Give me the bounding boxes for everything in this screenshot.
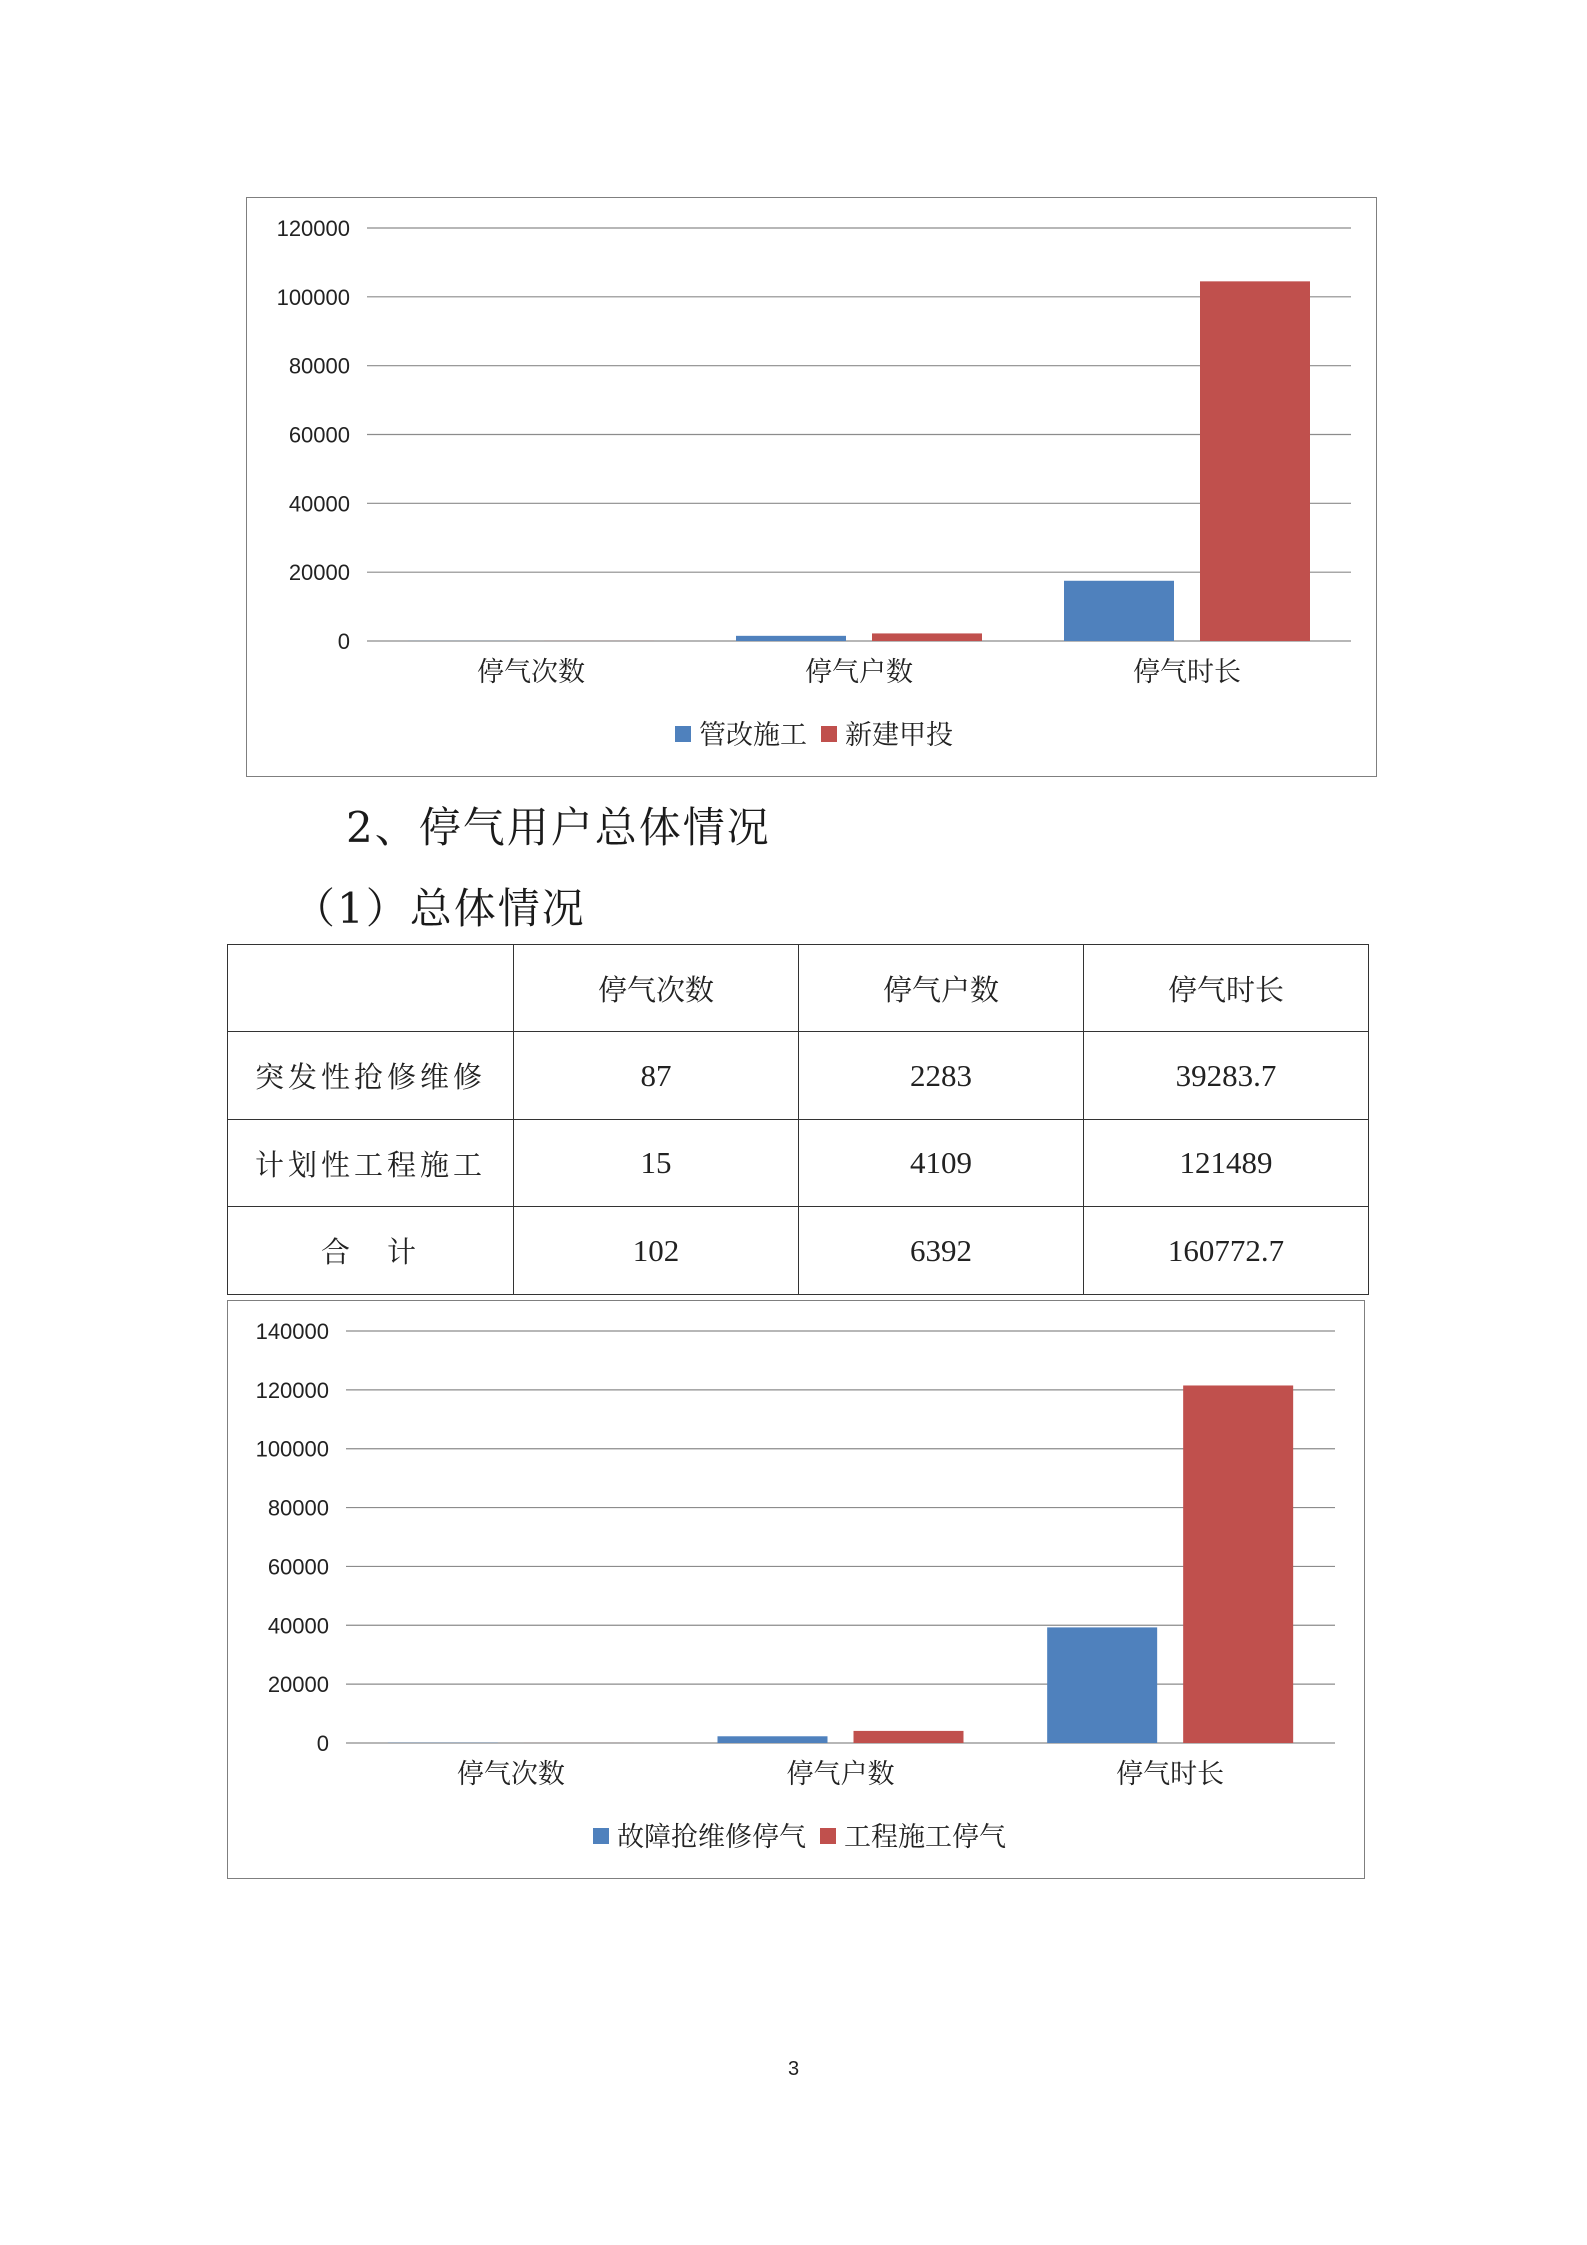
y-tick-label: 100000 (276, 284, 350, 310)
y-tick-label: 120000 (255, 1377, 329, 1403)
bar (736, 636, 846, 641)
table-header-cell: 停气次数 (514, 945, 799, 1032)
bar (854, 1731, 964, 1743)
y-tick-label: 40000 (288, 491, 350, 517)
legend-label: 故障抢维修停气 (617, 1822, 806, 1853)
legend-swatch (593, 1828, 609, 1844)
bar (872, 633, 982, 641)
table-header-cell: 停气时长 (1084, 945, 1369, 1032)
bar (1200, 281, 1310, 641)
summary-table (227, 944, 1369, 1295)
bar (718, 1736, 828, 1743)
chart-2 (227, 1300, 1365, 1879)
legend-label: 新建甲投 (845, 720, 953, 751)
chart-1 (246, 197, 1377, 777)
page-number: 3 (787, 2058, 800, 2080)
y-tick-label: 60000 (267, 1554, 329, 1580)
table-cell: 6392 (799, 1207, 1084, 1295)
legend-label: 工程施工停气 (844, 1822, 1006, 1853)
table-cell: 121489 (1084, 1120, 1369, 1207)
table-cell: 4109 (799, 1120, 1084, 1207)
y-tick-label: 40000 (267, 1613, 329, 1639)
y-tick-label: 80000 (288, 353, 350, 379)
legend-label: 管改施工 (699, 720, 807, 751)
y-tick-label: 20000 (288, 560, 350, 586)
x-category-label: 停气次数 (456, 1759, 565, 1790)
legend-swatch (820, 1828, 836, 1844)
table-cell: 39283.7 (1084, 1032, 1369, 1120)
x-category-label: 停气时长 (1116, 1759, 1225, 1790)
table-cell: 102 (514, 1207, 799, 1295)
sub-heading: （1）总体情况 (293, 884, 586, 933)
bar (1064, 581, 1174, 641)
table-header-cell (228, 945, 514, 1032)
y-tick-label: 80000 (267, 1495, 329, 1521)
bar (1047, 1627, 1157, 1743)
row-label: 合 计 (228, 1207, 514, 1295)
y-tick-label: 60000 (288, 422, 350, 448)
x-category-label: 停气户数 (786, 1759, 895, 1790)
y-tick-label: 0 (337, 629, 350, 654)
x-category-label: 停气户数 (805, 657, 913, 688)
section-heading: 2、停气用户总体情况 (346, 803, 771, 852)
y-tick-label: 120000 (276, 216, 350, 241)
chart-2-svg (228, 1301, 1366, 1880)
table-cell: 15 (514, 1120, 799, 1207)
y-tick-label: 20000 (267, 1672, 329, 1698)
chart-1-svg (247, 198, 1378, 778)
table-cell: 2283 (799, 1032, 1084, 1120)
table-header-row (228, 945, 1369, 1032)
y-tick-label: 100000 (255, 1436, 329, 1462)
table-cell: 87 (514, 1032, 799, 1120)
table-row (228, 1120, 1369, 1207)
legend-swatch (821, 726, 837, 742)
y-tick-label: 0 (316, 1731, 329, 1756)
bar (1183, 1385, 1293, 1743)
table-cell: 160772.7 (1084, 1207, 1369, 1295)
x-category-label: 停气次数 (477, 657, 585, 688)
table-header-cell: 停气户数 (799, 945, 1084, 1032)
row-label: 突发性抢修维修 (228, 1032, 514, 1120)
table-row (228, 1207, 1369, 1295)
row-label: 计划性工程施工 (228, 1120, 514, 1207)
legend-swatch (675, 726, 691, 742)
x-category-label: 停气时长 (1133, 657, 1241, 688)
table-row (228, 1032, 1369, 1120)
y-tick-label: 140000 (255, 1319, 329, 1344)
